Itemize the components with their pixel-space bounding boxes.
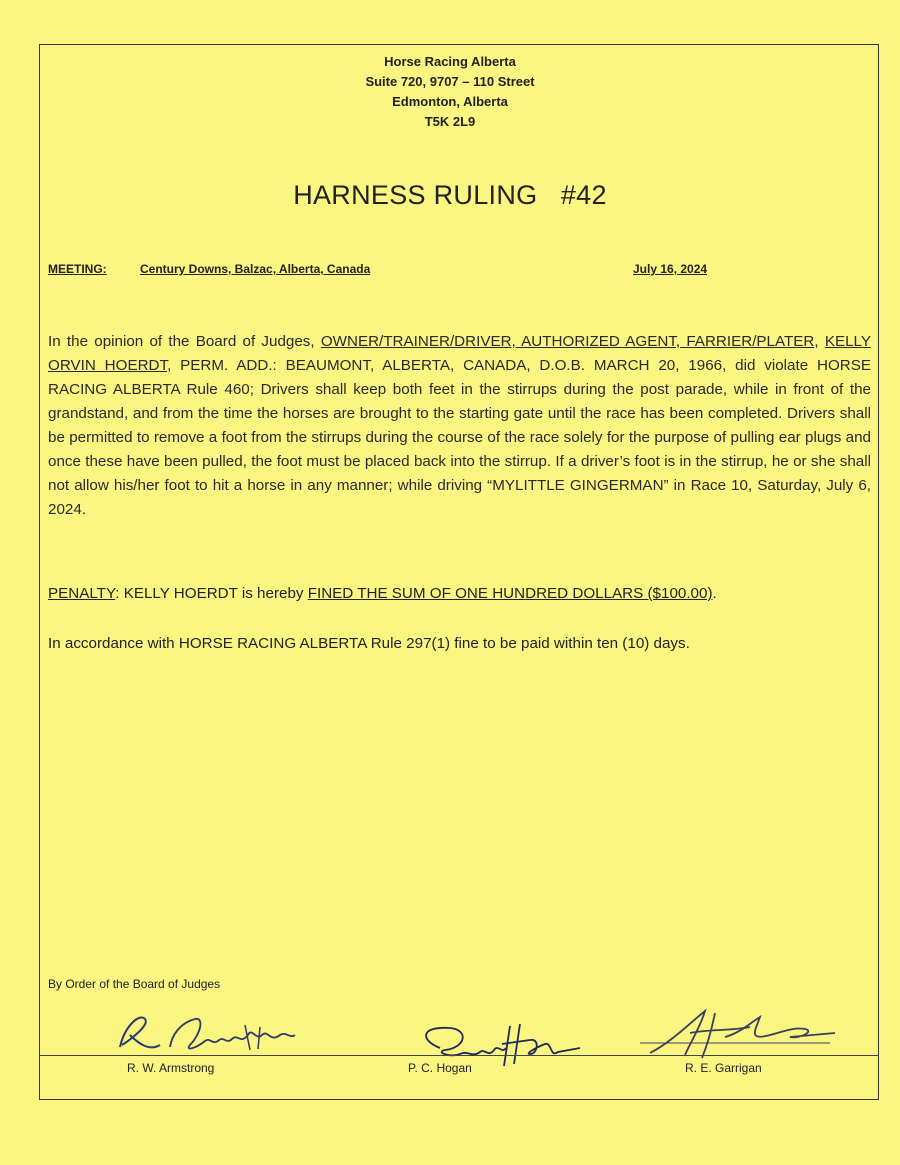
meeting-venue: Century Downs, Balzac, Alberta, Canada bbox=[140, 262, 371, 276]
address-line-2: Edmonton, Alberta bbox=[392, 94, 508, 109]
judge-garrigan: R. E. Garrigan bbox=[685, 1061, 762, 1075]
accordance-text: In accordance with HORSE RACING ALBERTA Rule 297(1) fine to be paid within ten (10) days. bbox=[48, 635, 690, 652]
garrigan-signature-icon bbox=[630, 1003, 840, 1063]
judge-hogan: P. C. Hogan bbox=[408, 1061, 472, 1075]
ruling-title: HARNESS RULING #42 bbox=[293, 180, 607, 210]
penalty-line bbox=[48, 583, 871, 605]
organization-name: Horse Racing Alberta bbox=[384, 54, 516, 69]
penalty-fine: FINED THE SUM OF ONE HUNDRED DOLLARS ($100.00) bbox=[307, 585, 713, 602]
ruling-body bbox=[48, 330, 871, 522]
letterhead bbox=[0, 52, 900, 132]
penalty-end: . bbox=[712, 585, 717, 602]
judge-armstrong: R. W. Armstrong bbox=[127, 1061, 215, 1075]
meeting-label: MEETING: bbox=[48, 262, 107, 276]
postal-code: T5K 2L9 bbox=[424, 114, 476, 129]
board-order: By Order of the Board of Judges bbox=[48, 977, 221, 991]
ruling-details: , PERM. ADD.: BEAUMONT, ALBERTA, CANADA, D.O.B. MARCH 20, 1966, did violate HORSE RACING ALBERTA Rule 460; Drivers shall keep both feet in the stirrups during the post parade, while in front of the grandstand, and from the time the horses are brought to the starting gate until the race has been completed. Drivers shall be permitted to remove a foot from the stirrups during the course of the race solely for the purpose of pulling ear plugs and once these have been pulled, the foot must be placed back into the stirrup. If a driver’s foot is in the stirrup, he or she shall not allow his/her foot to hit a horse in any manner; while driving “MYLITTLE GINGERMAN” in Race 10, Saturday, July 6, 2024. bbox=[48, 357, 871, 518]
penalty-label: PENALTY bbox=[48, 585, 116, 602]
ruling-roles: OWNER/TRAINER/DRIVER, AUTHORIZED AGENT, FARRIER/PLATER bbox=[320, 333, 815, 350]
armstrong-signature-icon bbox=[100, 1005, 305, 1060]
signature-line bbox=[39, 1055, 879, 1056]
meeting-date: July 16, 2024 bbox=[633, 262, 708, 276]
ruling-sep: , bbox=[814, 333, 825, 350]
ruling-intro: In the opinion of the Board of Judges, bbox=[48, 333, 321, 350]
penalty-text: : KELLY HOERDT is hereby bbox=[115, 585, 308, 602]
address-line-1: Suite 720, 9707 – 110 Street bbox=[365, 74, 535, 89]
ruling-licensee-name: KELLY ORVIN HOERDT bbox=[48, 333, 871, 374]
